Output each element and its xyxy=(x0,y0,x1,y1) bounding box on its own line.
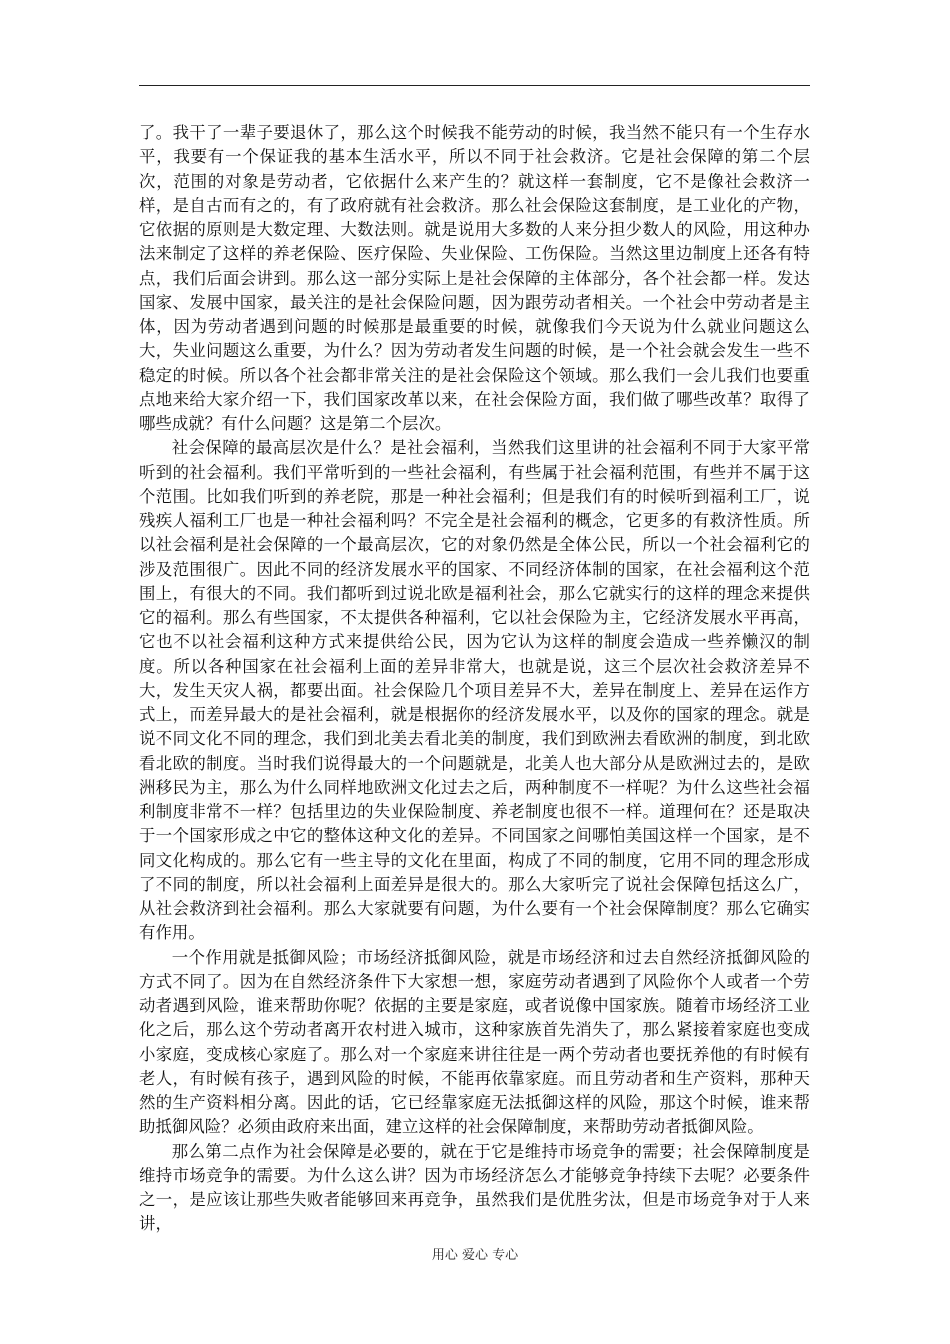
paragraph-social-welfare: 社会保障的最高层次是什么？是社会福利，当然我们这里讲的社会福利不同于大家平常听到的社会福利。我们平常听到的一些社会福利，有些属于社会福利范围，有些并不属于这个范围。比如我们听到的养老院，那是一种社会福利；但是我们有的时候听到福利工厂，说残疾人福利工厂也是一种社会福利吗？不完全是社会福利的概念，它更多的有救济性质。所以社会福利是社会保障的一个最高层次，它的对象仍然是全体公民，所以一个社会福利它的涉及范围很广。因此不同的经济发展水平的国家、不同经济体制的国家，在社会福利这个范围上，有很大的不同。我们都听到过说北欧是福利社会，那么它就实行的这样的理念来提供它的福利。那么有些国家，不太提供各种福利，它以社会保险为主，它经济发展水平再高，它也不以社会福利这种方式来提供给公民，因为它认为这样的制度会造成一些养懒汉的制度。所以各种国家在社会福利上面的差异非常大，也就是说，这三个层次社会救济差异不大，发生天灾人祸，都要出面。社会保险几个项目差异不大，差异在制度上、差异在运作方式上，而差异最大的是社会福利，就是根据你的经济发展水平，以及你的国家的理念。就是说不同文化不同的理念，我们到北美去看北美的制度，我们到欧洲去看欧洲的制度，到北欧看北欧的制度。当时我们说得最大的一个问题就是，北美人也大部分从是欧洲过去的，是欧洲移民为主，那么为什么同样地欧洲文化过去之后，两种制度不一样呢？为什么这些社会福利制度非常不一样？包括里边的失业保险制度、养老制度也很不一样。道理何在？还是取决于一个国家形成之中它的整体这种文化的差异。不同国家之间哪怕美国这样一个国家，是不同文化构成的。那么它有一些主导的文化在里面，构成了不同的制度，它用不同的理念形成了不同的制度，所以社会福利上面差异是很大的。那么大家听完了说社会保障包括这么广，从社会救济到社会福利。那么大家就要有问题，为什么要有一个社会保障制度？那么它确实有作用。 xyxy=(139,438,810,943)
body-text xyxy=(139,121,810,1237)
paragraph-risk-resistance: 一个作用就是抵御风险；市场经济抵御风险，就是市场经济和过去自然经济抵御风险的方式不同了。因为在自然经济条件下大家想一想，家庭劳动者遇到了风险你个人或者一个劳动者遇到风险，谁来帮助你呢？依据的主要是家庭，或者说像中国家族。随着市场经济工业化之后，那么这个劳动者离开农村进入城市，这种家族首先消失了，那么紧接着家庭也变成小家庭，变成核心家庭了。那么对一个家庭来讲往往是一两个劳动者也要抚养他的有时候有老人，有时候有孩子，遇到风险的时候，不能再依靠家庭。而且劳动者和生产资料，那种天然的生产资料相分离。因此的话，它已经靠家庭无法抵御这样的风险，那这个时候，谁来帮助抵御风险？必须由政府来出面，建立这样的社会保障制度，来帮助劳动者抵御风险。 xyxy=(139,947,810,1137)
paragraph-continued: 了。我干了一辈子要退休了，那么这个时候我不能劳动的时候，我当然不能只有一个生存水平，我要有一个保证我的基本生活水平，所以不同于社会救济。它是社会保障的第二个层次，范围的对象是劳动者，它依据什么来产生的？就这样一套制度，它不是像社会救济一样，是自古而有之的，有了政府就有社会救济。那么社会保险这套制度，是工业化的产物，它依据的原则是大数定理、大数法则。就是说用大多数的人来分担少数人的风险，用这种办法来制定了这样的养老保险、医疗保险、失业保险、工伤保险。当然这里边制度上还各有特点，我们后面会讲到。那么这一部分实际上是社会保障的主体部分，各个社会都一样。发达国家、发展中国家，最关注的是社会保险问题，因为跟劳动者相关。一个社会中劳动者是主体，因为劳动者遇到问题的时候那是最重要的时候，就像我们今天说为什么就业问题这么大，失业问题这么重要，为什么？因为劳动者发生问题的时候，是一个社会就会发生一些不稳定的时候。所以各个社会都非常关注的是社会保险这个领域。那么我们一会儿我们也要重点地来给大家介绍一下，我们国家改革以来，在社会保险方面，我们做了哪些改革？取得了哪些成就？有什么问题？这是第二个层次。 xyxy=(139,123,810,433)
header-rule xyxy=(139,85,810,86)
page-footer: 用心 爱心 专心 xyxy=(431,1248,519,1263)
paragraph-market-competition: 那么第二点作为社会保障是必要的，就在于它是维持市场竞争的需要；社会保障制度是维持市场竞争的需要。为什么这么讲？因为市场经济怎么才能够竞争持续下去呢？必要条件之一，是应该让那些失败者能够回来再竞争，虽然我们是优胜劣汰，但是市场竞争对于人来讲， xyxy=(139,1141,810,1234)
